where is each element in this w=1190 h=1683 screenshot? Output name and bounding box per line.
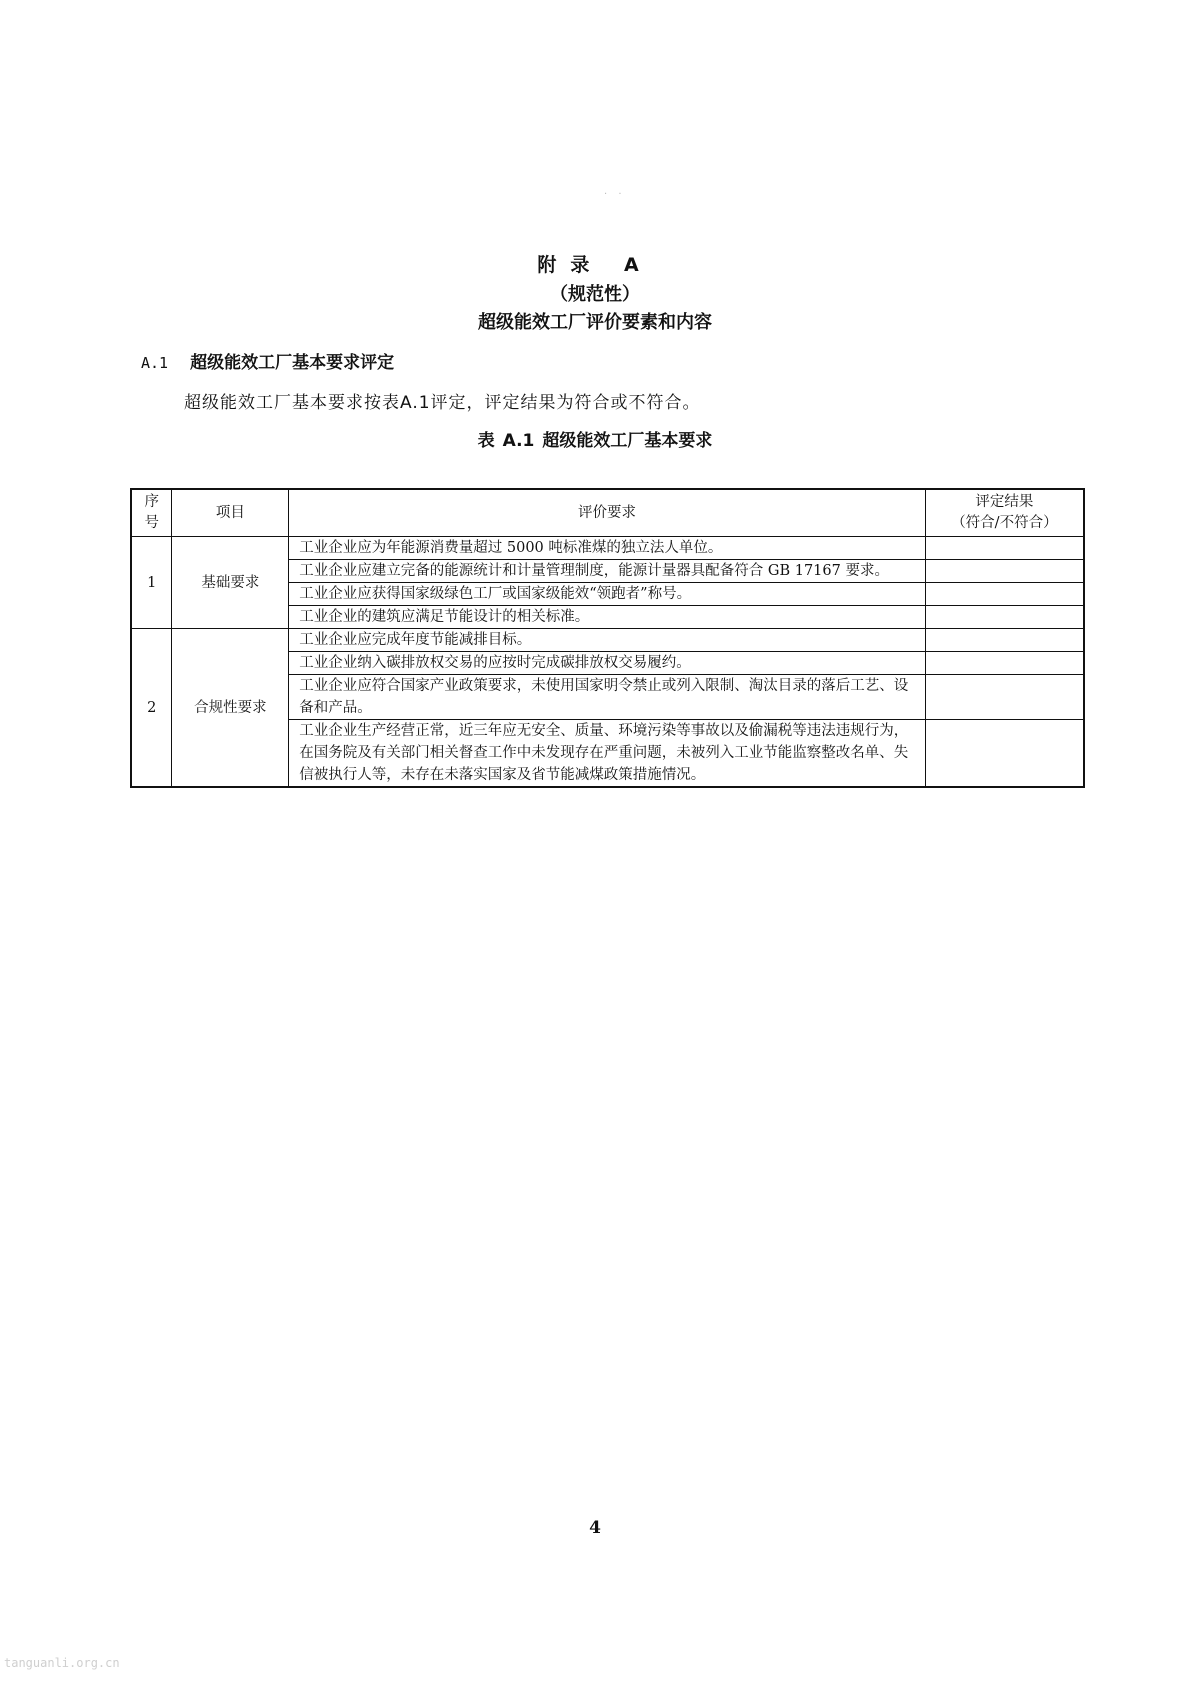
result-cell	[925, 629, 1084, 652]
header-seq: 序号	[131, 489, 172, 537]
result-cell	[925, 537, 1084, 560]
requirements-table	[130, 488, 1085, 788]
requirement-text: 工业企业应为年能源消费量超过 5000 吨标准煤的独立法人单位。	[289, 537, 926, 560]
watermark: tanguanli.org.cn	[4, 1656, 120, 1670]
header-result	[925, 489, 1084, 537]
requirement-text: 工业企业生产经营正常，近三年应无安全、质量、环境污染等事故以及偷漏税等违法违规行为，在国务院及有关部门相关督查工作中未发现存在严重问题，未被列入工业节能监察整改名单、失信被执行人等，未存在未落实国家及省节能减煤政策措施情况。	[289, 720, 926, 788]
section-title: 超级能效工厂基本要求评定	[190, 353, 395, 373]
group-item: 合规性要求	[172, 629, 289, 788]
page-number: 4	[589, 1518, 601, 1538]
requirement-text: 工业企业的建筑应满足节能设计的相关标准。	[289, 606, 926, 629]
appendix-label: 附录 A	[537, 254, 653, 276]
requirement-text: 工业企业应符合国家产业政策要求，未使用国家明令禁止或列入限制、淘汰目录的落后工艺、设备和产品。	[289, 675, 926, 720]
appendix-title: 超级能效工厂评价要素和内容	[478, 312, 712, 333]
scan-dots: . .	[604, 186, 626, 197]
result-cell	[925, 675, 1084, 720]
requirement-text: 工业企业纳入碳排放权交易的应按时完成碳排放权交易履约。	[289, 652, 926, 675]
requirement-text: 工业企业应获得国家级绿色工厂或国家级能效“领跑者”称号。	[289, 583, 926, 606]
table-caption-title: 超级能效工厂基本要求	[542, 431, 713, 451]
result-cell	[925, 560, 1084, 583]
header-item: 项目	[172, 489, 289, 537]
requirement-text: 工业企业应完成年度节能减排目标。	[289, 629, 926, 652]
table-header-row	[131, 489, 1084, 537]
table-row	[131, 629, 1084, 652]
requirement-text: 工业企业应建立完备的能源统计和计量管理制度，能源计量器具配备符合 GB 17167 要求。	[289, 560, 926, 583]
table-row	[131, 537, 1084, 560]
table-caption-number: A.1	[502, 431, 535, 451]
header-result-line2: （符合/不符合）	[951, 515, 1058, 531]
result-cell	[925, 583, 1084, 606]
table-caption-prefix: 表	[477, 431, 495, 451]
result-cell	[925, 720, 1084, 788]
group-item: 基础要求	[172, 537, 289, 629]
group-seq: 2	[131, 629, 172, 788]
header-result-line1: 评定结果	[975, 494, 1034, 510]
normative-label: （规范性）	[550, 284, 640, 305]
section-paragraph: 超级能效工厂基本要求按表A.1评定，评定结果为符合或不符合。	[184, 393, 701, 413]
header-requirement: 评价要求	[289, 489, 926, 537]
table-caption	[0, 426, 1190, 451]
result-cell	[925, 606, 1084, 629]
section-number: A.1	[141, 354, 169, 372]
group-seq: 1	[131, 537, 172, 629]
result-cell	[925, 652, 1084, 675]
section-heading	[141, 348, 394, 373]
